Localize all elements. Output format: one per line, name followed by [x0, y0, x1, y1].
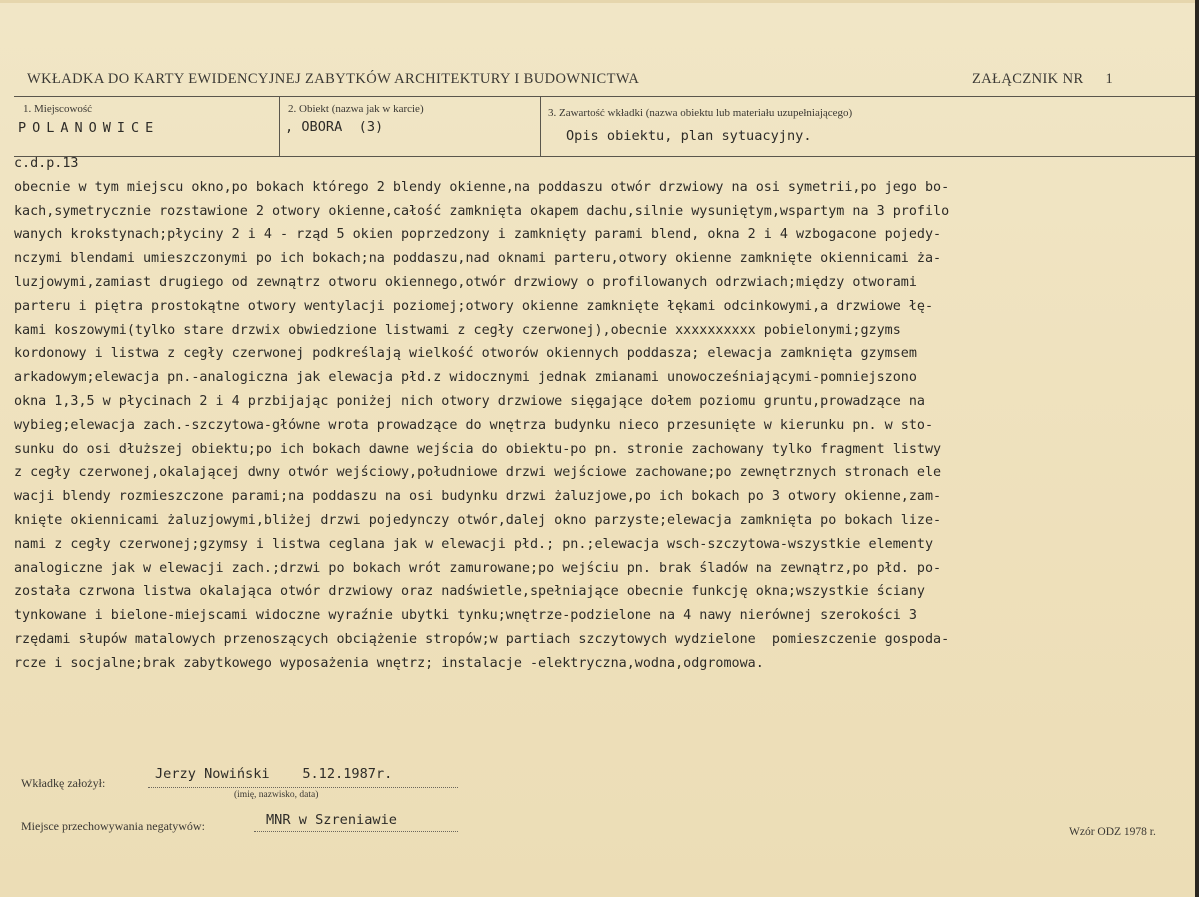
text-line: c.d.p.13 — [14, 156, 79, 171]
text-line: została czrwona listwa okalająca otwór drzwiowy oraz nadświetle,spełniające obecnie funkcję okna;wszystkie ściany — [14, 584, 925, 600]
text-line: wybieg;elewacja zach.-szczytowa-główne wrota prowadzące do wnętrza budynku nieco przesunięte w kierunku pn. w sto- — [14, 417, 934, 433]
negatives-dotted-line — [254, 831, 458, 832]
text-line: kami koszowymi(tylko stare drzwix obwiedzione listwami z cegły czerwonej),obecnie xxxxxxxxxx pobielonymi;gzyms — [14, 322, 901, 338]
text-line: nami z cegły czerwonej;gzymsy i listwa ceglana jak w elewacji płd.; pn.;elewacja wsch-szczytowa-wszystkie elementy — [14, 536, 934, 552]
negatives-value: MNR w Szreniawie — [266, 812, 397, 828]
text-line: wanych krokstynach;płyciny 2 i 4 - rząd 5 okien poprzedzony i zamknięty parami blend, okna 2 i 4 wzbogacone pojedy- — [14, 227, 942, 243]
description-text — [14, 152, 1194, 699]
card-right-edge — [1195, 0, 1199, 897]
author-hint: (imię, nazwisko, data) — [234, 790, 319, 800]
card-top-edge — [0, 0, 1199, 3]
content-value: Opis obiektu, plan sytuacyjny. — [566, 128, 812, 144]
place-label: 1. Miejscowość — [23, 103, 93, 115]
place-value: POLANOWICE — [18, 120, 160, 136]
text-line: knięte okiennicami żaluzjowymi,bliżej drzwi pojedynczy otwór,dalej okno parzyste;elewacja zamknięta po bokach lize- — [14, 512, 942, 528]
text-line: wacji blendy rozmieszczone parami;na poddaszu na osi budynku drzwi żaluzjowe,po ich bokach po 3 otwory okienne,zam- — [14, 489, 942, 505]
text-line: parteru i piętra prostokątne otwory wentylacji poziomej;otwory okienne zamknięte łękami odcinkowymi,a drzwiowe łę- — [14, 298, 934, 314]
text-line: arkadowym;elewacja pn.-analogiczna jak elewacja płd.z widocznymi jednak zmianami unowocześniającymi-pomniejszono — [14, 370, 917, 386]
text-line: analogiczne jak w elewacji zach.;drzwi po bokach wrót zamurowane;po wejściu pn. brak śladów na zewnątrz,po płd. po- — [14, 560, 942, 576]
header-top-rule — [14, 96, 1195, 97]
text-line: nczymi blendami umieszczonymi po ich bokach;na poddaszu,nad oknami parteru,otwory okienne zamknięte okiennicami ża- — [14, 251, 942, 267]
text-line: kordonowy i listwa z cegły czerwonej podkreślają wielkość otworów okiennych poddasza; elewacja zamknięta gzymsem — [14, 346, 917, 362]
negatives-label: Miejsce przechowywania negatywów: — [21, 819, 205, 833]
object-label: 2. Obiekt (nazwa jak w karcie) — [288, 103, 424, 115]
text-line: rcze i socjalne;brak zabytkowego wyposażenia wnętrz; instalacje -elektryczna,wodna,odgromowa. — [14, 655, 764, 671]
field-divider-2 — [540, 96, 541, 156]
text-line: luzjowymi,zamiast drugiego od zewnątrz otworu okiennego,otwór drzwiowy o profilowanych odrzwiach;między otworami — [14, 274, 917, 290]
text-line: okna 1,3,5 w płycinach 2 i 4 przbijając poniżej nich otwory drzwiowe sięgające dołem poziomu gruntu,prowadzące na — [14, 393, 925, 409]
text-line: sunku do osi dłuższej obiektu;po ich bokach dawne wejścia do obiektu-po pn. stronie zachowany tylko fragment listwy — [14, 441, 942, 457]
author-value: Jerzy Nowiński 5.12.1987r. — [155, 766, 393, 782]
annex-label-text: ZAŁĄCZNIK NR — [972, 71, 1084, 87]
form-model: Wzór ODZ 1978 r. — [1069, 826, 1156, 838]
text-line: kach,symetrycznie rozstawione 2 otwory okienne,całość zamknięta okapem dachu,silnie wysuniętym,wspartym na 3 profilo — [14, 203, 950, 219]
annex-number: 1 — [1105, 71, 1114, 87]
text-line: obecnie w tym miejscu okno,po bokach którego 2 blendy okienne,na poddaszu otwór drzwiowy na osi symetrii,po jego bo- — [14, 179, 950, 195]
author-dotted-line — [148, 787, 458, 788]
text-line: rzędami słupów matalowych przenoszących obciążenie stropów;w partiach szczytowych wydzielone pomieszczenie gospoda- — [14, 631, 950, 647]
field-divider-1 — [279, 96, 280, 156]
author-label: Wkładkę założył: — [21, 776, 106, 790]
text-line: z cegły czerwonej,okalającej dwny otwór wejściowy,południowe drzwi wejściowe zachowane;po zewnętrznych stronach ele — [14, 465, 942, 481]
object-value: , OBORA (3) — [285, 119, 384, 135]
content-label: 3. Zawartość wkładki (nazwa obiektu lub materiału uzupełniającego) — [548, 107, 853, 119]
text-line — [14, 676, 1194, 700]
text-line: tynkowane i bielone-miejscami widoczne wyraźnie ubytki tynku;wnętrze-podzielone na 4 nawy nierównej szerokości 3 — [14, 608, 917, 624]
annex-label — [972, 71, 1113, 88]
form-title: WKŁADKA DO KARTY EWIDENCYJNEJ ZABYTKÓW ARCHITEKTURY I BUDOWNICTWA — [27, 71, 640, 87]
